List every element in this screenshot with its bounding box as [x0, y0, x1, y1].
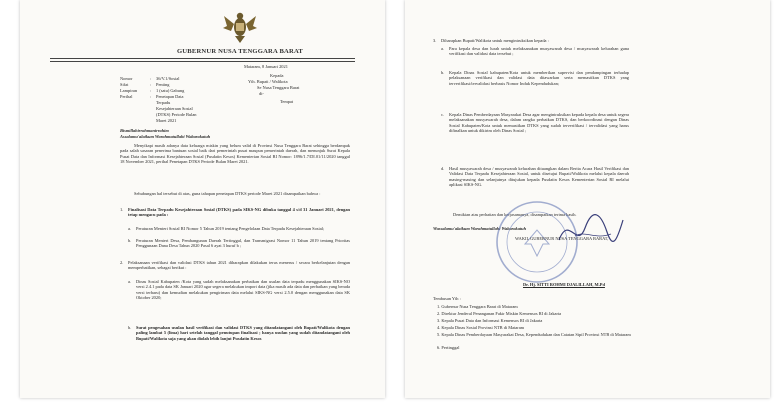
- lampiran-sep: :: [150, 88, 152, 93]
- nomor-sep: :: [150, 76, 152, 81]
- sifat-sep: :: [150, 82, 152, 87]
- perihal-label: Perihal: [120, 94, 133, 99]
- kepada-line-1: Yth. Bupati / Walikota: [248, 79, 288, 84]
- nomor-value: 36/V.1/Sosial: [156, 76, 180, 81]
- item-1a-text: Peraturan Menteri Sosial RI Nomor 5 Tahun 2019 tentang Pengelolaan Data Terpadu Kesejahteraan Sosial;: [136, 226, 325, 231]
- place-date: Mataram, 8 Januari 2021: [244, 64, 288, 69]
- greeting-bismillah: Bismillahirrahmanirrahim: [120, 128, 169, 133]
- tempat: Tempat: [280, 99, 294, 104]
- letterhead-title: GUBERNUR NUSA TENGGARA BARAT: [176, 48, 304, 55]
- wassalam: Wassalamu'alaikum Warahmatullahi Wabarakatuh: [433, 226, 527, 231]
- kepada-line-2: Se Nusa Tenggara Barat: [257, 85, 300, 90]
- perihal-line-4: (DTKS) Periode Bulan: [156, 112, 197, 117]
- closing-text: Demikian atas perhatian dan kerjasamanya, disampaikan terima kasih.: [453, 212, 577, 217]
- perihal-line-1: Penetapan Data: [156, 94, 184, 99]
- item-1b-text: Peraturan Menteri Desa, Pembangunan Daerah Tertinggal, dan Transmigrasi Nomor 11 Tahun 2019 tentang Prioritas Penggunaan Dana Desa Tahun 2020 Pasal 6 ayat 3 huruf b ;: [136, 238, 350, 249]
- item-3d-marker: d.: [441, 166, 445, 171]
- item-2b-text: Surat pengesahan usulan hasil verifikasi dan validasi DTKS yang ditandatangani oleh Bupati/Walikota dengan paling lambat 5 (lima) hari setelah tanggal penutupan finalisasi ; hanya usulan yang sudah ditandatangani oleh Bupati/Walikota saja yang akan diolah lebih lanjut Pusdatin Kesos: [136, 325, 350, 341]
- greeting-salam: Assalamu'alaikum Warahmatullahi Wabarakatuh: [120, 134, 211, 139]
- letter-page-2: [405, 0, 770, 398]
- item-1a-marker: a.: [128, 226, 132, 231]
- item-3-title: Diharapkan Bupati/Walikota untuk mengintruksikan kepada :: [441, 38, 549, 43]
- item-1-title: Finalisasi Data Terpadu Kesejahteraan Sosial (DTKS) pada SIKS-NG dibuka tanggal 4 s/d 31 Januari 2021, dengan tetap mengacu pada :: [128, 207, 350, 218]
- item-3c-marker: c.: [441, 112, 445, 117]
- sifat-value: Penting: [156, 82, 170, 87]
- lampiran-value: 1 (satu) Gabung: [156, 88, 185, 93]
- perihal-line-2: Terpadu: [156, 100, 171, 105]
- signatory-title: WAKIL GUBERNUR NUSA TENGGARA BARAT,: [515, 236, 609, 241]
- kepada-line-3: di-: [259, 91, 264, 96]
- signatory-name: Dr. Hj. SITTI ROHMI DJALILLAH, M.Pd: [523, 282, 605, 287]
- handwritten-signature-icon: [555, 210, 625, 250]
- letterhead-rule-thick: [50, 58, 355, 59]
- tembusan-item-4: 4. Kepala Dinas Sosial Provinsi NTB di Mataram: [437, 325, 525, 330]
- tembusan-label: Tembusan Yth :: [433, 296, 461, 301]
- item-2-number: 2.: [120, 260, 124, 265]
- letter-page-1: [20, 0, 385, 398]
- item-2b-marker: b.: [128, 325, 132, 330]
- item-1b-marker: b.: [128, 238, 132, 243]
- paragraph-2: Sehubungan hal tersebut di atas, guna tahapan penetapan DTKS periode Maret 2021 disampaikan bahwa :: [134, 191, 321, 196]
- item-3-number: 3.: [433, 38, 437, 43]
- letterhead-rule-thin: [50, 61, 355, 62]
- perihal-line-3: Kesejahteraan Sosial: [156, 106, 193, 111]
- item-2a-marker: a.: [128, 279, 132, 284]
- item-2a-text: Dinas Sosial Kabupaten /Kota yang sudah melaksanakan perbaikan dan usulan data terpadu menggunakan SIKS-NO versi 2.4.1 pada data SK Januari 2020 agar segera melakukan import data (jika masih ada data dan perbaikan yang berada versi terbaru) dan kemudian melakukan pengiriman data melalui SIKS-NG versi 2.5.0 dengan menggunakan data SK Oktober 2020;: [136, 279, 350, 301]
- nomor-label: Nomor: [120, 76, 133, 81]
- tembusan-item-1: 1. Gubernur Nusa Tenggara Barat di Mataram: [437, 304, 518, 309]
- kepada-label: Kepada: [270, 73, 284, 78]
- sifat-label: Sifat: [120, 82, 129, 87]
- item-3b-marker: b.: [441, 70, 445, 75]
- item-3d-text: Hasil musyawarah desa / musyawarah kelurahan dituangkan dalam Berita Acara Hasil Verifikasi dan Validasi Data Terpadu Kesejahteraan Sosial, untuk disetujui Bupati/Walikota melalui kepala daerah masing-masing dan selanjutnya ditujukan kepada Pusdatin Kesos Kementerian Sosial RI melalui aplikasi SIKS-NG.: [449, 166, 629, 188]
- perihal-sep: :: [150, 94, 152, 99]
- lampiran-label: Lampiran: [120, 88, 138, 93]
- item-3a-text: Para kepala desa dan lurah untuk melaksanakan musyawarah desa / musyawarah kelurahan guna verifikasi dan validasi data tersebut ;: [449, 46, 629, 57]
- paragraph-1: Menyikapi masih adanya data keluarga miskin yang belum valid di Provinsi Nusa Tenggara Barat sehingga berdampak pada salah sasaran penerima bantuan sosial baik dari pemerintah pusat maupun pemerintah daerah, dan menunjuk Surat Kepala Pusat Data dan Informasi Kesejahteraan Sosial (Pusdatin Kesos) Kementerian Sosial RI Nomor: 1896/1.7/DI.01/11/2020 tanggal 18 November 2021, perihal Penetapan DTKS Periode Bulan Maret 2021.: [120, 143, 350, 165]
- tembusan-item-6: 6. Pertinggal: [437, 345, 460, 350]
- tembusan-item-3: 3. Kepala Pusat Data dan Informasi Kemensos RI di Jakarta: [437, 318, 543, 323]
- garuda-emblem-icon: [223, 8, 257, 44]
- item-3a-marker: a.: [441, 46, 445, 51]
- tembusan-item-2: 2. Direktur Jenderal Penanganan Fakir Miskin Kemensos RI di Jakarta: [437, 311, 562, 316]
- item-2-title: Pelaksanaan verifikasi dan validasi DTKS tahun 2021 diharapkan dilakukan terus menerus / secara berkelanjutan dengan memperhatikan, sebagai berikut :: [128, 260, 350, 271]
- tembusan-item-5: 5. Kepala Dinas Pemberdayaan Masyarakat Desa, Kependudukan dan Catatan Sipil Provinsi NTB di Mataram: [437, 332, 631, 337]
- perihal-line-5: Maret 2021: [156, 118, 177, 123]
- item-3c-text: Kepala Dinas Pemberdayaan Masyarakat Desa agar mengintruksikan kepada kepala desa untuk segera melaksanakan musyawarah desa, dalam rangka perbaikan DTKS, dan berkoordinasi dengan Dinas Sosial Kabupaten/Kota untuk memastikan DTKS yang sudah terverifikasi / tervalidasi yang harus difinalkan untuk dikirim oleh Dinas Sosial ;: [449, 112, 629, 134]
- item-1-number: 1.: [120, 207, 124, 212]
- item-3b-text: Kepala Dinas Sosial kabupaten/Kota untuk memberikan supervisi dan pendampingan terhadap pelaksanaan verifikasi dan validasi data ditawarkan serta memastikan DTKS yang terverifikasi/tervalidasi berbasis Nomor Induk Kependudukan;: [449, 70, 629, 86]
